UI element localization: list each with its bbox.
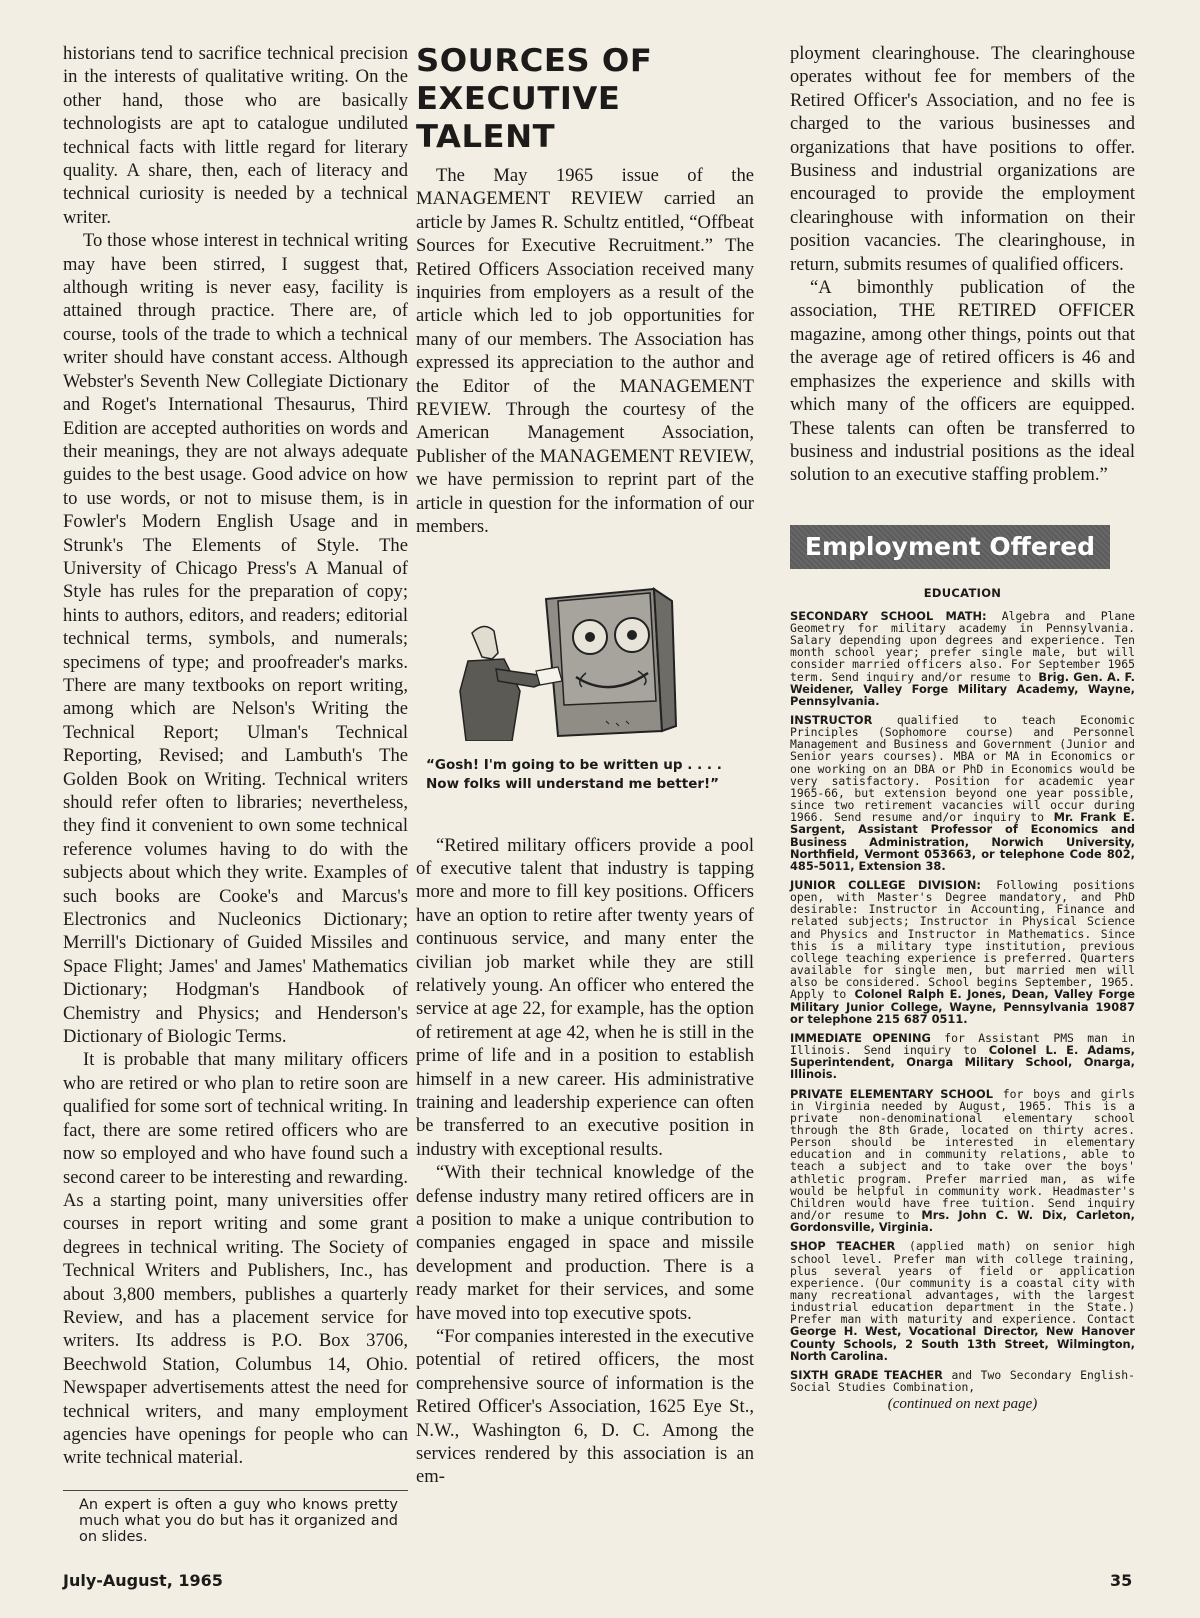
ad-item: SHOP TEACHER (applied math) on senior high school level. Prefer man with college training, plus several years of field or application experience. (Our community is a coastal city with many recreational advantages, with the largest industrial education department in the State.) Prefer man with maturity and experience. Contact George H. West, Vocational Director, New Hanover County Schools, 2 South 13th Street, Wilmington, North Carolina. [790,1239,1136,1363]
paragraph: historians tend to sacrifice technical precision in the interests of qualitative writing. On the other hand, those who are basically technologists are apt to catalogue undiluted technical facts with little regard for literary quality. A share, then, each of literacy and technical curiosity is needed by a technical writer. [63,43,408,228]
article-title: SOURCES OF EXECUTIVE TALENT [416,43,653,155]
filler-quote: An expert is often a guy who knows pretty much what you do but has it organized and on slides. [79,1496,398,1545]
section-heading: EDUCATION [923,585,1002,600]
cartoon-illustration [426,581,751,741]
column-left [63,42,408,1545]
ad-item: IMMEDIATE OPENING for Assistant PMS man in Illinois. Send inquiry to Colonel L. E. Adams, Superintendent, Onarga Military School, Onarga, Illinois. [790,1030,1135,1082]
ad-item: SECONDARY SCHOOL MATH: Algebra and Plane Geometry for military academy in Pennsylvania. Salary depending upon degrees and experience. Ten month school year; prefer single male, but will consider married officers also. For September 1965 term. Send inquiry and/or resume to Brig. Gen. A. F. Weidener, Valley Forge Military Academy, Wayne, Pennsylvania. [790,608,1135,708]
issue-date: July-August, 1965 [63,1571,223,1590]
column-right [790,42,1135,1413]
column-middle [416,42,754,1489]
ad-item: JUNIOR COLLEGE DIVISION: Following positions open, with Master's Degree mandatory, and PhD desirable: Instructor in Accounting, Finance and related subjects; Instructor in Physical Science and Physics and Instructor in Mathematics. Since this is a military type institution, previous college teaching experience is preferred. Quarters available for single men, but married men will also be considered. School begins September, 1965. Apply to Colonel Ralph E. Jones, Dean, Valley Forge Military Junior College, Wayne, Pennsylvania 19087 or telephone 215 687 0511. [790,878,1136,1026]
paragraph: To those whose interest in technical writing may have been stirred, I suggest that, although writing is never easy, facility is attained through practice. There are, of course, tools of the trade to which a technical writer should have constant access. Although Webster's Seventh New Collegiate Dictionary and Roget's International Thesaurus, Third Edition are accepted authorities on words and their meanings, they are not always adequate guides to the best usage. Good advice on how to use words, or not to misuse them, is in Fowler's Modern English Usage and in Strunk's The Elements of Style. The University of Chicago Press's A Manual of Style has rules for the preparation of copy; hints to authors, editors, and readers; editorial technical terms, symbols, and numerals; specimens of type; and proofreader's marks. There are many textbooks on report writing, among which are Nelson's Writing the Technical Report; Ulman's Technical Reporting, Revised; and Lambuth's The Golden Book on Writing. Technical writers should refer often to libraries; nevertheless, they find it convenient to own some technical reference volumes having to do with the subjects about which they write. Examples of such books are Cooke's and Marcus's Electronics and Nucleonics Dictionary; Merrill's Dictionary of Guided Missiles and Space Flight; James' and James' Mathematics Dictionary; Hodgman's Handbook of Chemistry and Physics; and Henderson's Dictionary of Biologic Terms. [63,230,408,1048]
paragraph: “For companies interested in the executive potential of retired officers, the most comprehensive source of information is the Retired Officer's Association, 1625 Eye St., N.W., Washington 6, D. C. Among the services rendered by this association is an em- [416,1326,754,1488]
intro-paragraph: The May 1965 issue of the MANAGEMENT REVIEW carried an article by James R. Schultz entitled, “Offbeat Sources for Executive Recruitment.” The Retired Officers Association received many inquiries from employers as a result of the article which led to job opportunities for many of our members. The Association has expressed its appreciation to the author and the Editor of the MANAGEMENT REVIEW. Through the courtesy of the American Management Association, Publisher of the MANAGEMENT REVIEW, we have permission to reprint part of the article in question for the information of our members. [416,165,754,538]
paragraph: ployment clearinghouse. The clearinghouse operates without fee for members of the Retired Officer's Association, and no fee is charged to the various businesses and organizations that have positions to offer. Business and industrial organizations are encouraged to provide the employment clearinghouse with information on their position vacancies. The clearinghouse, in return, submits resumes of qualified officers. [790,43,1135,275]
divider [63,1490,408,1491]
cartoon-caption: “Gosh! I'm going to be written up . . . . Now folks will understand me better!” [426,756,722,792]
page-number: 35 [1110,1571,1133,1590]
paragraph: It is probable that many military officers who are retired or who plan to retire soon are qualified for some sort of technical writing. In fact, there are some retired officers who are now so employed and who have found such a second career to be interesting and rewarding. As a starting point, many universities offer courses in report writing and some grant degrees in technical writing. The Society of Technical Writers and Publishers, Inc., has about 3,800 members, publishes a quarterly Review, and has a placement service for writers. Its address is P.O. Box 3706, Beechwold Station, Columbus 14, Ohio. Newspaper advertisements attest the need for technical writers, and many employment agencies have openings for people who can write technical material. [63,1049,408,1469]
classified-ads [790,610,1135,1394]
continued-note: (continued on next page) [887,1396,1038,1413]
paragraph: “Retired military officers provide a pool of executive talent that industry is tapping more and more to fill key positions. Officers have an option to retire after twenty years of continuous service, and many enter the civilian job market while they are still relatively young. An officer who entered the service at age 22, for example, has the option of retirement at age 42, when he is still in the prime of life and in a position to establish himself in a new career. His administrative training and leadership experience can often be transferred to an executive position in industry with exceptional results. [416,834,754,1160]
paragraph: “With their technical knowledge of the defense industry many retired officers are in a position to make a unique contribution to companies engaged in space and missile development and production. There is a ready market for their services, and some have moved into top executive spots. [416,1162,754,1324]
section-banner: Employment Offered [790,525,1110,569]
ad-item: INSTRUCTOR qualified to teach Economic Principles (Sophomore course) and Personnel Management and Business and Government (Junior and Senior years courses). MBA or MA in Economics or one working on an DBA or PhD in Economics would be very satisfactory. Position for academic year 1965-66, but extension beyond one year possible, since two retirement vacancies will occur during 1966. Send resume and/or inquiry to Mr. Frank E. Sargent, Assistant Professor of Economics and Business Administration, Norwich University, Northfield, Vermont 053663, or telephone Code 802, 485-5011, Extension 38. [790,712,1135,873]
paragraph: “A bimonthly publication of the association, THE RETIRED OFFICER magazine, among other things, points out that the average age of retired officers is 46 and emphasizes the experience and skills with which many of the officers are equipped. These talents can often be transferred to business and industrial positions as the ideal solution to an executive staffing problem.” [790,277,1135,486]
ad-item: SIXTH GRADE TEACHER and Two Secondary English-Social Studies Combination, [790,1367,1135,1395]
paper [536,667,562,685]
ad-item: PRIVATE ELEMENTARY SCHOOL for boys and girls in Virginia needed by August, 1965. This is a private non-denominational elementary school through the 8th Grade, located on thirty acres. Person should be interested in elementary education and in community relations, able to teach a subject and to take over the boys' athletic program. Prefer married man, as wife would be helpful in community work. Headmaster's Children would have free tuition. Send inquiry and/or resume to Mrs. John C. W. Dix, Carleton, Gordonsville, Virginia. [790,1086,1135,1235]
